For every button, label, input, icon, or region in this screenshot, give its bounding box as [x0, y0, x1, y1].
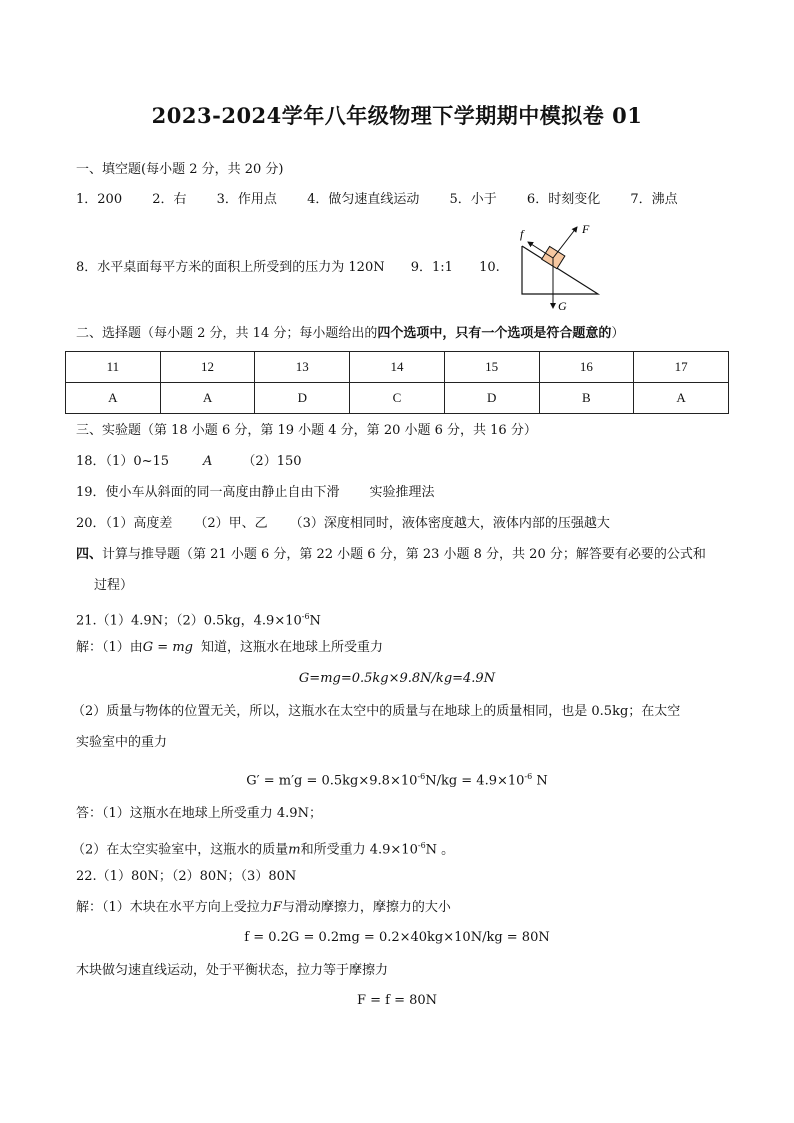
table-cell: 14 [350, 352, 445, 383]
answer-21-conclusion-2: （2）在太空实验室中，这瓶水的质量m和所受重力 $4.9\times 10^{-6}N$ 。 [72, 841, 455, 858]
section4-heading-cont: 过程） [94, 578, 134, 593]
table-cell: 15 [444, 352, 539, 383]
answer-3: 3．作用点 [216, 192, 277, 207]
answer-10-label: 10. [479, 260, 500, 275]
answer-19: 19．使小车从斜面的同一高度由静止自由下滑 实验推理法 [76, 485, 435, 500]
incline-force-diagram [510, 222, 605, 314]
table-cell: 13 [255, 352, 350, 383]
answer-9: 9．1:1 [410, 260, 453, 275]
label-f: f [520, 227, 524, 241]
choice-answer-table [65, 351, 729, 414]
answer-21-solution-2-cont: 实验室中的重力 [76, 735, 168, 750]
answer-22-solution-1: 解：（1）木块在水平方向上受拉力F与滑动摩擦力，摩擦力的大小 [76, 900, 451, 915]
section4-heading: 四、计算与推导题（第 21 小题 6 分，第 22 小题 6 分，第 23 小题 8 分，共 20 分；解答要有必要的公式和 [76, 547, 706, 562]
answer-21: 21.（1）4.9N；（2）0.5kg，$4.9\times 10^{-6}N$ [76, 612, 321, 629]
table-cell: A [634, 383, 729, 414]
table-cell: 17 [634, 352, 729, 383]
table-cell: D [255, 383, 350, 414]
answer-21-equation-1: G=mg=0.5kg×9.8N/kg=4.9N [298, 671, 496, 686]
answer-21-conclusion-1: 答：（1）这瓶水在地球上所受重力 4.9N； [76, 806, 322, 821]
section1-heading: 一、填空题(每小题 2 分，共 20 分) [76, 162, 284, 177]
table-cell: 12 [160, 352, 255, 383]
answer-1: 1．200 [76, 192, 123, 207]
table-row-numbers [66, 352, 729, 383]
table-cell: D [444, 383, 539, 414]
table-row-choices [66, 383, 729, 414]
section3-heading: 三、实验题（第 18 小题 6 分，第 19 小题 4 分，第 20 小题 6 分，共 16 分） [76, 423, 537, 438]
table-cell: B [539, 383, 634, 414]
answer-21-equation-2: $G' = m'g = 0.5kg\times 9.8\times 10^{-6}N/kg = 4.9\times 10^{-6}$ N [246, 772, 548, 789]
page-title: 2023-2024学年八年级物理下学期期中模拟卷 01 [151, 103, 643, 128]
table-cell: C [350, 383, 445, 414]
answer-20: 20．（1）高度差 （2）甲、乙 （3）深度相同时，液体密度越大，液体内部的压强越大 [76, 516, 610, 531]
section1-answers-row1 [76, 191, 678, 209]
answer-2: 2．右 [152, 192, 187, 207]
table-cell: 11 [66, 352, 161, 383]
answer-22-equation-2: F = f = 80N [356, 993, 438, 1008]
section1-answers-row2 [76, 259, 500, 277]
answer-7: 7．沸点 [630, 192, 678, 207]
answer-22-equation-1: f = 0.2G = 0.2mg = 0.2×40kg×10N/kg = 80N [244, 930, 550, 945]
table-cell: A [66, 383, 161, 414]
answer-18: 18．（1）0~15 A （2）150 [76, 454, 302, 469]
table-cell: 16 [539, 352, 634, 383]
answer-6: 6．时刻变化 [526, 192, 601, 207]
label-G: G [558, 299, 567, 313]
answer-21-solution-2: （2）质量与物体的位置无关，所以，这瓶水在太空中的质量与在地球上的质量相同，也是 0.5kg；在太空 [72, 704, 681, 719]
force-F-arrow [553, 227, 577, 258]
answer-4: 4．做匀速直线运动 [307, 192, 420, 207]
label-F: F [582, 222, 590, 236]
answer-5: 5．小于 [449, 192, 497, 207]
answer-8: 8．水平桌面每平方米的面积上所受到的压力为 120N [76, 260, 385, 275]
answer-21-solution-1: 解：（1）由G = mg 知道，这瓶水在地球上所受重力 [76, 640, 383, 655]
table-cell: A [160, 383, 255, 414]
section2-heading: 二、选择题（每小题 2 分，共 14 分；每小题给出的四个选项中，只有一个选项是符合题意的） [76, 326, 625, 341]
answer-22: 22.（1）80N；（2）80N；（3）80N [76, 869, 297, 884]
answer-22-solution-2: 木块做匀速直线运动，处于平衡状态，拉力等于摩擦力 [76, 963, 389, 978]
